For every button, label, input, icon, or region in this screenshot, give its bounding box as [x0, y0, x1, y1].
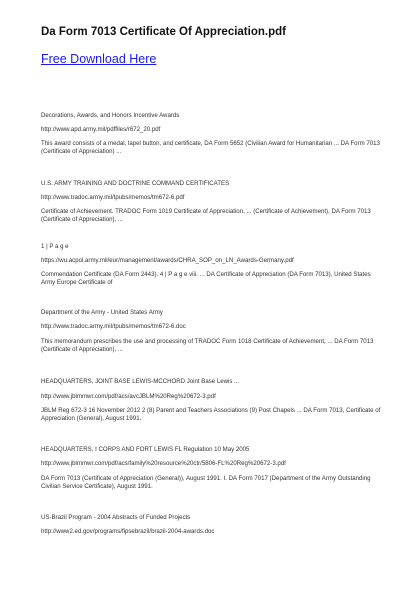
entry-heading: HEADQUARTERS, JOINT BASE LEWIS-MCCHORD Joint Base Lewis ...: [41, 378, 240, 385]
entry-heading: Department of the Army - United States Army: [41, 309, 163, 316]
entry-snippet: Certificate of Achievement. TRADOC Form 1019 Certificate of Appreciation, ... (Certificate of Achievement), DA Form 7013 (Certificate of Appreciation), ...: [41, 208, 371, 224]
entry-heading: Decorations, Awards, and Honors Incentive Awards: [41, 112, 180, 119]
entry-url[interactable]: http://www.tradoc.army.mil/tpubs/memos/tm672-6.pdf: [41, 194, 185, 201]
entry-snippet: This award consists of a medal, lapel button, and certificate, DA Form 5652 (Civilian Award for Humanitarian ... DA Form 7013 (Certificate of Appreciation) ...: [41, 140, 380, 156]
entry-url[interactable]: http://www.apd.army.mil/pdffiles/r672_20.pdf: [41, 126, 161, 133]
entry-url[interactable]: http://www2.ed.gov/programs/fipsebrazil/brazil-2004-awards.doc: [41, 528, 215, 535]
entry-url[interactable]: http://www.tradoc.army.mil/tpubs/memos/tm672-6.doc: [41, 323, 186, 330]
entry-heading: US-Brazil Program - 2004 Abstracts of Funded Projects: [41, 514, 191, 521]
entry-snippet: This memorandum prescribes the use and processing of TRADOC Form 1018 Certificate of Achievement, ... DA Form 7013 (Certificate of Appreciation), ...: [41, 338, 374, 354]
free-download-link[interactable]: Free Download Here: [41, 52, 157, 66]
entry-snippet: DA Form 7013 (Certificate of Appreciation (General)), August 1991. I. DA Form 7017 (Department of the Army Outstanding Civilian Service Certificate), August 1991.: [41, 475, 371, 491]
entry-url[interactable]: http://www.jblmmwr.com/pdf/acs/avcJBLM%20Reg%20672-3.pdf: [41, 393, 216, 400]
entry-heading: HEADQUARTERS, I CORPS AND FORT LEWIS FL Regulation 10 May 2005: [41, 446, 250, 453]
entry-heading: U.S. ARMY TRAINING AND DOCTRINE COMMAND CERTIFICATES: [41, 180, 230, 187]
entry-url[interactable]: https://wu.acpol.army.mil/eur/management/awards/CHRA_SOP_on_LN_Awards-Germany.pdf: [41, 257, 294, 264]
document-title: Da Form 7013 Certificate Of Appreciation.pdf: [41, 26, 286, 38]
entry-snippet: JBLM Reg 672-3 16 November 2012 2 (8) Parent and Teachers Associations (9) Post Chapels ... DA Form 7013, Certificate of Appreciation (General), August 1991.: [41, 407, 381, 423]
entry-url[interactable]: http://www.jblmmwr.com/pdf/acs/family%20resource%20ctr/5806-FL%20Reg%20672-3.pdf: [41, 460, 286, 467]
entry-heading: 1 | P a g e: [41, 243, 69, 250]
entry-snippet: Commendation Certificate (DA Form 2443). 4 | P a g e viii. ... DA Certificate of Appreciation (DA Form 7013), United States Army Europe Certificate of: [41, 271, 371, 287]
